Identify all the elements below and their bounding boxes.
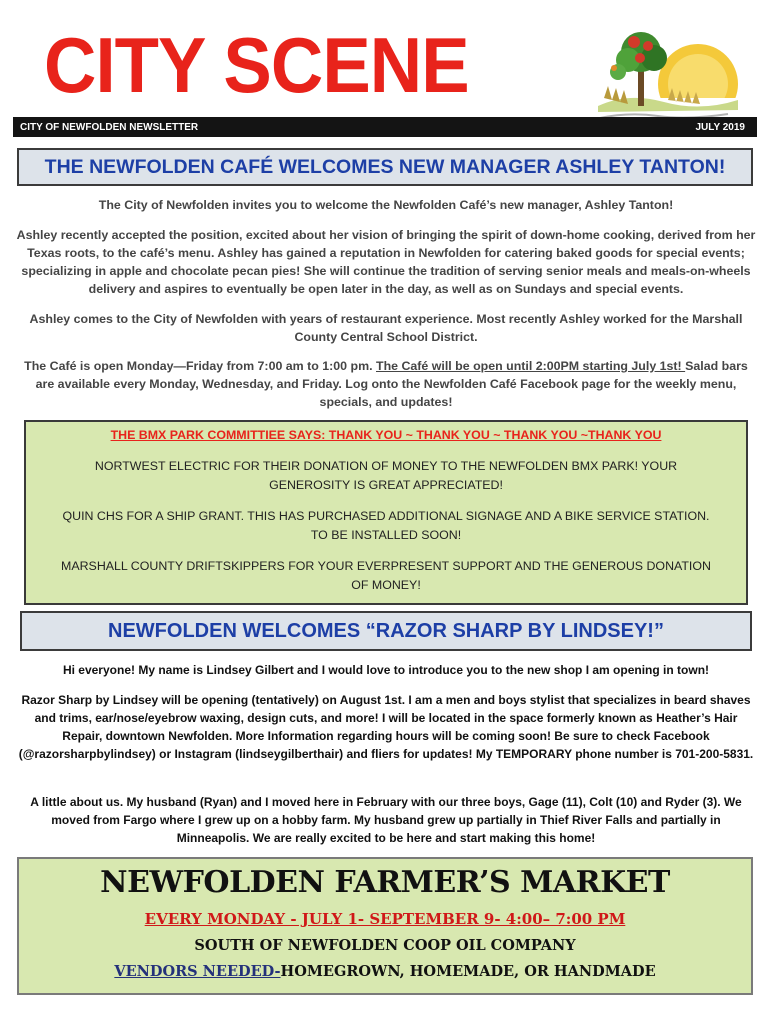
bmx-thank-you-box: [24, 420, 748, 605]
bmx-thanks-item: MARSHALL COUNTY DRIFTSKIPPERS FOR YOUR EVERPRESENT SUPPORT AND THE GENEROUS DONATION OF MONEY!: [61, 559, 711, 592]
vendors-needed-label: VENDORS NEEDED-: [114, 963, 281, 980]
razor-details: Razor Sharp by Lindsey will be opening (tentatively) on August 1st. I am a men and boys stylist that specializes in beard shaves and trims, ear/nose/eyebrow waxing, design cuts, and more! I will be located in the space formerly known as Heather’s Hair Repair, downtown Newfolden. More Information regarding hours will be coming soon! Be sure to check Facebook (@razorsharpbylindsey) or Instagram (lindseygilberthair) and fliers for updates! My TEMPORARY phone number is 701-200-5831.: [18, 693, 754, 761]
newsletter-banner: [13, 117, 757, 137]
bmx-heading: THE BMX PARK COMMITTIEE SAYS: THANK YOU ~ THANK YOU ~ THANK YOU ~THANK YOU: [110, 428, 662, 442]
vendors-needed-text: HOMEGROWN, HOMEMADE, OR HANDMADE: [280, 963, 656, 980]
newsletter-title: CITY SCENE: [44, 21, 469, 109]
farmers-market-vendors: [19, 963, 751, 980]
cafe-intro: The City of Newfolden invites you to welcome the Newfolden Café’s new manager, Ashley Tanton!: [98, 198, 674, 212]
cafe-hours-update: The Café will be open until 2:00PM starting July 1st!: [376, 359, 686, 373]
cafe-hours-more: Salad bars are available every Monday, Wednesday, and Friday. Log onto the Newfolden Café Facebook page for the weekly menu, specials, and updates!: [35, 359, 748, 409]
cafe-heading: THE NEWFOLDEN CAFÉ WELCOMES NEW MANAGER ASHLEY TANTON!: [17, 148, 753, 186]
farmers-market-box: [17, 857, 753, 995]
tree-and-sunrise-logo-icon: [588, 28, 740, 124]
razor-about-us: A little about us. My husband (Ryan) and I moved here in February with our three boys, Gage (11), Colt (10) and Ryder (3). We moved from Fargo where I grew up on a hobby farm. My husband grew up partially in Thief River Falls and partially in Minneapolis. We are really excited to be here and start making this home!: [30, 795, 742, 845]
razor-intro: Hi everyone! My name is Lindsey Gilbert and I would love to introduce you to the new shop I am opening in town!: [62, 663, 710, 677]
farmers-market-title: NEWFOLDEN FARMER’S MARKET: [100, 865, 670, 900]
cafe-hours: [16, 357, 756, 411]
cafe-description: Ashley recently accepted the position, excited about her vision of bringing the spirit of down-home cooking, derived from her Texas roots, to the café’s menu. Ashley has gained a reputation in Newfolden for catering baked goods for special events; specializing in apple and chocolate pecan pies! She will continue the tradition of serving senior meals and meals-on-wheels delivery and aspires to eventually be open later in the day, as well as on Sundays and special events.: [16, 228, 756, 296]
farmers-market-location: SOUTH OF NEWFOLDEN COOP OIL COMPANY: [194, 937, 576, 954]
farmers-market-dates: EVERY MONDAY - JULY 1- SEPTEMBER 9- 4:00– 7:00 PM: [144, 910, 626, 928]
razor-sharp-heading: NEWFOLDEN WELCOMES “RAZOR SHARP BY LINDSEY!”: [20, 611, 752, 651]
issue-date: JULY 2019: [695, 121, 745, 133]
bmx-thanks-item: NORTWEST ELECTRIC FOR THEIR DONATION OF MONEY TO THE NEWFOLDEN BMX PARK! YOUR GENEROSITY IS GREAT APPRECIATED!: [94, 459, 678, 492]
cafe-experience: Ashley comes to the City of Newfolden with years of restaurant experience. Most recently Ashley worked for the Marshall County Central School District.: [29, 312, 743, 344]
newsletter-name: CITY OF NEWFOLDEN NEWSLETTER: [20, 121, 199, 133]
bmx-thanks-item: QUIN CHS FOR A SHIP GRANT. THIS HAS PURCHASED ADDITIONAL SIGNAGE AND A BIKE SERVICE STATION. TO BE INSTALLED SOON!: [62, 509, 710, 542]
cafe-hours-text: The Café is open Monday—Friday from 7:00 am to 1:00 pm.: [24, 359, 376, 373]
